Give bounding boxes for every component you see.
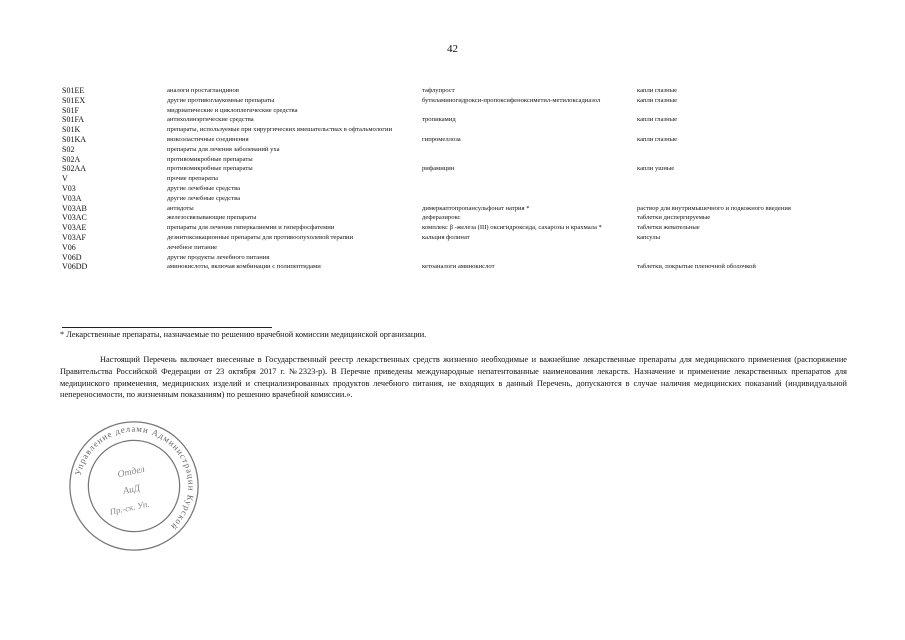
atc-group: другие лечебные средства <box>167 194 241 202</box>
atc-code: S01F <box>62 105 79 115</box>
atc-code: V03AC <box>62 213 87 223</box>
dosage-form: таблетки, покрытые пленочной оболочкой <box>637 263 756 271</box>
atc-code: S01K <box>62 125 81 135</box>
atc-code: S01FA <box>62 115 85 125</box>
dosage-form: таблетки диспергируемые <box>637 214 711 222</box>
table-row <box>62 96 852 106</box>
atc-group: лечебное питание <box>167 243 218 251</box>
atc-code: V <box>62 174 68 184</box>
page-number: 42 <box>447 43 458 55</box>
dosage-form: капли глазные <box>637 135 678 143</box>
official-stamp <box>66 418 202 554</box>
dosage-form: капли ушные <box>637 165 675 173</box>
table-row <box>62 164 852 174</box>
stamp-line: АиД <box>122 482 142 498</box>
dosage-form <box>637 174 852 184</box>
table-row <box>62 213 852 223</box>
dosage-form <box>637 184 852 194</box>
footnote: * Лекарственные препараты, назначаемые по решению врачебной комиссии медицинской организации. <box>60 330 427 339</box>
drug-name: кальция фолинат <box>422 233 470 241</box>
atc-code: V06DD <box>62 262 88 272</box>
dosage-form: раствор для внутримышечного и подкожного введения <box>637 204 791 212</box>
footnote-divider <box>62 327 272 328</box>
atc-code: S02 <box>62 144 75 154</box>
table-row <box>62 194 852 204</box>
atc-group: антихолинэргические средства <box>167 116 254 124</box>
closing-paragraph: Настоящий Перечень включает внесенные в Государственный реестр лекарственных средств жизненно необходимые и важнейшие лекарственные препараты для медицинского применения (распоряжение Правительства Российской Федерации от 23 октября 2017 г. №2323-р). В Перечне приведены международные непатентованные наименования лекарств. Назначение и применение лекарственных препаратов для медицинского применения, медицинских изделий и специализированных продуктов лечебного питания, не входящих в данный Перечень, допускаются в случае наличия медицинских показаний (индивидуальной непереносимости, по жизненным показаниям) по решению врачебной комиссии.». <box>60 355 847 400</box>
drug-list-table <box>62 86 852 272</box>
drug-name: тафлупрост <box>422 87 455 94</box>
table-row <box>62 204 852 214</box>
atc-code: V03AB <box>62 203 87 213</box>
table-row <box>62 223 852 233</box>
atc-code: V06 <box>62 242 76 252</box>
drug-name <box>422 125 637 135</box>
table-row <box>62 145 852 155</box>
drug-name <box>422 194 637 204</box>
stamp-line: Отдел <box>116 463 146 481</box>
table-row <box>62 106 852 116</box>
dosage-form <box>637 155 852 165</box>
drug-name <box>422 174 637 184</box>
atc-group: железосвязывающие препараты <box>167 214 257 222</box>
drug-name: деферазирокс <box>422 214 461 222</box>
stamp-outer-text: Управление делами Администрации Курской <box>72 423 197 533</box>
drug-name: рифамицин <box>422 165 455 173</box>
atc-code: S01EX <box>62 95 86 105</box>
dosage-form: капсулы <box>637 233 661 241</box>
table-row <box>62 253 852 263</box>
atc-code: V03 <box>62 183 76 193</box>
atc-group: противомикробные препараты <box>167 155 253 163</box>
dosage-form: капли глазные <box>637 116 678 124</box>
dosage-form <box>637 125 852 135</box>
atc-group: аминокислоты, включая комбинации с полипептидами <box>167 263 321 271</box>
drug-name: димеркаптопропансульфонат натрия * <box>422 204 530 212</box>
table-row <box>62 125 852 135</box>
table-row <box>62 233 852 243</box>
dosage-form: таблетки жевательные <box>637 224 700 232</box>
atc-code: V03AE <box>62 223 87 233</box>
dosage-form <box>637 145 852 155</box>
table-row <box>62 174 852 184</box>
drug-name <box>422 253 637 263</box>
atc-code: S02A <box>62 154 81 164</box>
table-row <box>62 155 852 165</box>
drug-name <box>422 145 637 155</box>
drug-name <box>422 243 637 253</box>
drug-name: тропикамид <box>422 116 456 124</box>
drug-name: кетоаналоги аминокислот <box>422 263 495 271</box>
atc-group: антидоты <box>167 204 194 212</box>
dosage-form <box>637 253 852 263</box>
atc-group: аналоги простагландинов <box>167 87 239 94</box>
drug-name: бутиламиногидрокси-пропоксифеноксиметил-метилоксадиазол <box>422 96 601 104</box>
atc-group: другие продукты лечебного питания <box>167 253 270 261</box>
atc-group: препараты для лечения заболеваний уха <box>167 145 280 153</box>
table-row <box>62 243 852 253</box>
atc-group: препараты, используемые при хирургических вмешательствах в офтальмологии <box>167 126 393 134</box>
atc-group: другие противоглаукомные препараты <box>167 96 275 104</box>
dosage-form <box>637 243 852 253</box>
atc-group: мидриатические и циклоплегические средства <box>167 106 298 114</box>
drug-name <box>422 106 637 116</box>
atc-code: V06D <box>62 252 82 262</box>
drug-name <box>422 184 637 194</box>
dosage-form <box>637 194 852 204</box>
dosage-form: капли глазные <box>637 87 678 94</box>
table-row <box>62 262 852 272</box>
atc-code: V03A <box>62 193 82 203</box>
dosage-form: капли глазные <box>637 96 678 104</box>
atc-group: препараты для лечения гиперкалиемии и гиперфосфатемии <box>167 224 335 232</box>
table-row <box>62 86 852 96</box>
table-row <box>62 184 852 194</box>
atc-group: дезинтоксикационные препараты для противоопухолевой терапии <box>167 233 354 241</box>
atc-group: прочие препараты <box>167 175 218 183</box>
dosage-form <box>637 106 852 116</box>
atc-group: вязкоэластичные соединения <box>167 135 249 143</box>
drug-name: гипромеллоза <box>422 135 461 143</box>
atc-group: другие лечебные средства <box>167 184 241 192</box>
stamp-line: Пр.-ск. Уп. <box>108 498 151 517</box>
atc-code: S01KA <box>62 134 87 144</box>
table-row <box>62 115 852 125</box>
drug-name: комплекс β -железа (III) оксигидроксида, сахарозы и крахмала * <box>422 224 602 232</box>
atc-group: противомикробные препараты <box>167 165 253 173</box>
atc-code: S02AA <box>62 164 87 174</box>
atc-code: S01EE <box>62 86 85 95</box>
drug-name <box>422 155 637 165</box>
table-row <box>62 135 852 145</box>
atc-code: V03AF <box>62 232 87 242</box>
